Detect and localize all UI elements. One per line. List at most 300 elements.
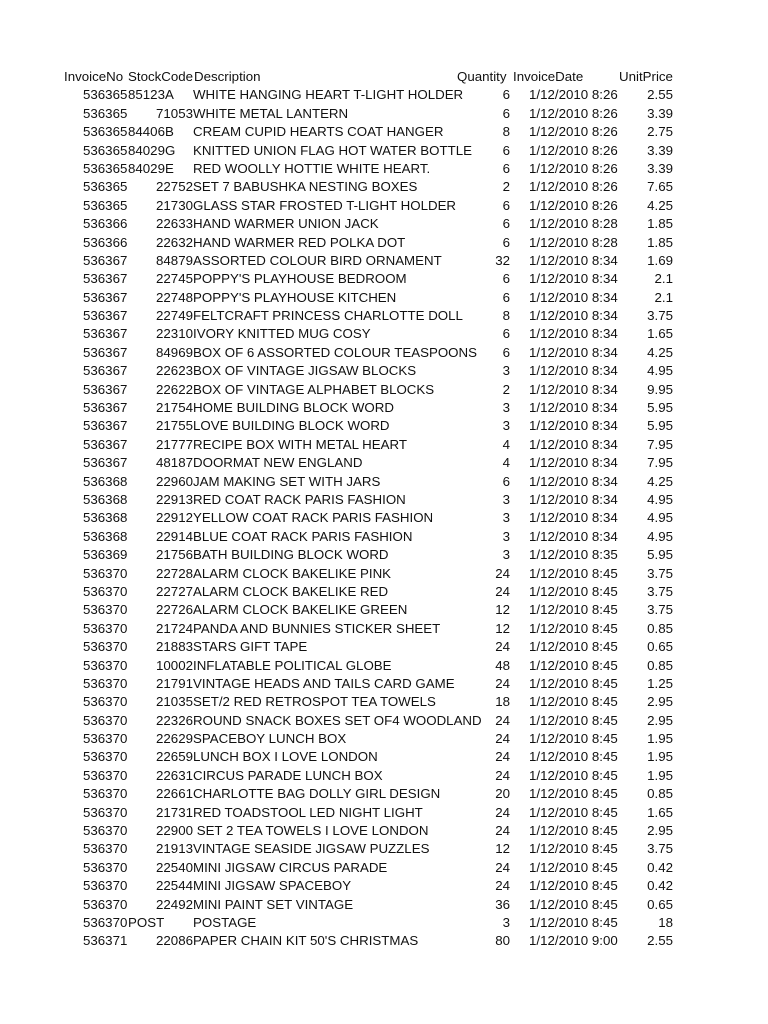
cell-description: BOX OF 6 ASSORTED COLOUR TEASPOONS — [193, 344, 477, 360]
cell-description: MINI JIGSAW SPACEBOY — [193, 878, 352, 894]
cell-stock-code: 22659 — [156, 749, 193, 765]
cell-invoice-date: 1/12/2010 8:45 — [529, 712, 618, 728]
cell-quantity: 6 — [502, 105, 510, 121]
cell-stock-code: 22632 — [156, 234, 193, 250]
cell-stock-code: 84969 — [156, 344, 193, 360]
cell-invoice-date: 1/12/2010 8:34 — [529, 400, 618, 416]
table-row — [0, 178, 768, 196]
cell-description: BLUE COAT RACK PARIS FASHION — [193, 528, 413, 544]
cell-invoice-date: 1/12/2010 8:26 — [529, 87, 618, 103]
cell-stock-code: 22728 — [156, 565, 193, 581]
cell-invoice-no: 536367 — [83, 400, 128, 416]
cell-stock-code: 84029G — [128, 142, 176, 158]
cell-invoice-date: 1/12/2010 8:45 — [529, 583, 618, 599]
table-row — [0, 105, 768, 123]
cell-description: RED TOADSTOOL LED NIGHT LIGHT — [193, 804, 423, 820]
cell-invoice-no: 536370 — [83, 859, 128, 875]
table-row — [0, 491, 768, 509]
cell-description: WHITE METAL LANTERN — [193, 105, 349, 121]
cell-invoice-date: 1/12/2010 8:34 — [529, 308, 618, 324]
cell-invoice-date: 1/12/2010 8:26 — [529, 105, 618, 121]
table-row — [0, 399, 768, 417]
cell-description: SET 2 TEA TOWELS I LOVE LONDON — [193, 823, 429, 839]
cell-invoice-no: 536366 — [83, 234, 128, 250]
cell-quantity: 6 — [502, 197, 510, 213]
cell-description: WHITE HANGING HEART T-LIGHT HOLDER — [193, 87, 464, 103]
cell-description: HOME BUILDING BLOCK WORD — [193, 400, 394, 416]
cell-invoice-date: 1/12/2010 8:34 — [529, 510, 618, 526]
cell-unit-price: 1.85 — [647, 216, 673, 232]
cell-invoice-date: 1/12/2010 8:45 — [529, 657, 618, 673]
cell-unit-price: 1.95 — [647, 749, 673, 765]
cell-unit-price: 2.1 — [654, 271, 673, 287]
cell-stock-code: 22326 — [156, 712, 193, 728]
table-row — [0, 859, 768, 877]
cell-unit-price: 0.65 — [647, 896, 673, 912]
cell-invoice-no: 536370 — [83, 620, 128, 636]
cell-unit-price: 7.95 — [647, 436, 673, 452]
cell-invoice-date: 1/12/2010 8:45 — [529, 841, 618, 857]
cell-quantity: 18 — [495, 694, 510, 710]
cell-quantity: 6 — [502, 142, 510, 158]
cell-quantity: 12 — [495, 602, 510, 618]
cell-stock-code: 22631 — [156, 767, 193, 783]
cell-description: KNITTED UNION FLAG HOT WATER BOTTLE — [193, 142, 473, 158]
cell-stock-code: 22492 — [156, 896, 193, 912]
cell-quantity: 6 — [502, 289, 510, 305]
table-row — [0, 473, 768, 491]
cell-invoice-no: 536367 — [83, 381, 128, 397]
cell-description: YELLOW COAT RACK PARIS FASHION — [193, 510, 434, 526]
table-row — [0, 252, 768, 270]
cell-description: HAND WARMER UNION JACK — [193, 216, 379, 232]
cell-stock-code: 22623 — [156, 363, 193, 379]
cell-description: BOX OF VINTAGE JIGSAW BLOCKS — [193, 363, 417, 379]
cell-description: PANDA AND BUNNIES STICKER SHEET — [193, 620, 441, 636]
cell-stock-code: 22913 — [156, 491, 193, 507]
cell-invoice-date: 1/12/2010 8:26 — [529, 160, 618, 176]
cell-stock-code: 21883 — [156, 639, 193, 655]
cell-quantity: 3 — [502, 510, 510, 526]
cell-stock-code: 21913 — [156, 841, 193, 857]
cell-quantity: 12 — [495, 620, 510, 636]
cell-description: HAND WARMER RED POLKA DOT — [193, 234, 406, 250]
cell-stock-code: 21777 — [156, 436, 193, 452]
cell-invoice-date: 1/12/2010 8:34 — [529, 344, 618, 360]
cell-invoice-date: 1/12/2010 8:45 — [529, 823, 618, 839]
cell-quantity: 80 — [495, 933, 510, 949]
cell-invoice-no: 536367 — [83, 344, 128, 360]
cell-unit-price: 3.75 — [647, 602, 673, 618]
cell-invoice-date: 1/12/2010 8:34 — [529, 491, 618, 507]
cell-invoice-date: 1/12/2010 8:45 — [529, 749, 618, 765]
cell-quantity: 36 — [495, 896, 510, 912]
cell-invoice-no: 536370 — [83, 731, 128, 747]
table-row — [0, 601, 768, 619]
table-row — [0, 767, 768, 785]
cell-unit-price: 1.65 — [647, 326, 673, 342]
cell-stock-code: 22544 — [156, 878, 193, 894]
cell-quantity: 6 — [502, 160, 510, 176]
cell-unit-price: 4.25 — [647, 473, 673, 489]
cell-quantity: 6 — [502, 87, 510, 103]
cell-description: MINI JIGSAW CIRCUS PARADE — [193, 859, 388, 875]
cell-invoice-no: 536371 — [83, 933, 128, 949]
cell-quantity: 20 — [495, 786, 510, 802]
cell-invoice-date: 1/12/2010 8:34 — [529, 252, 618, 268]
cell-invoice-no: 536367 — [83, 289, 128, 305]
cell-invoice-no: 536370 — [83, 767, 128, 783]
cell-invoice-date: 1/12/2010 8:45 — [529, 731, 618, 747]
table-row — [0, 417, 768, 435]
cell-invoice-no: 536370 — [83, 804, 128, 820]
cell-invoice-no: 536367 — [83, 436, 128, 452]
cell-invoice-date: 1/12/2010 8:45 — [529, 675, 618, 691]
cell-invoice-no: 536368 — [83, 528, 128, 544]
cell-stock-code: 22752 — [156, 179, 193, 195]
table-row — [0, 509, 768, 527]
cell-invoice-no: 536370 — [83, 823, 128, 839]
cell-description: IVORY KNITTED MUG COSY — [193, 326, 371, 342]
table-row — [0, 86, 768, 104]
cell-quantity: 3 — [502, 491, 510, 507]
cell-description: BATH BUILDING BLOCK WORD — [193, 547, 389, 563]
cell-description: DOORMAT NEW ENGLAND — [193, 455, 363, 471]
cell-invoice-no: 536370 — [83, 878, 128, 894]
cell-unit-price: 2.1 — [654, 289, 673, 305]
cell-description: INFLATABLE POLITICAL GLOBE — [193, 657, 392, 673]
cell-invoice-date: 1/12/2010 8:34 — [529, 289, 618, 305]
cell-stock-code: 22914 — [156, 528, 193, 544]
cell-unit-price: 0.42 — [647, 859, 673, 875]
cell-unit-price: 1.25 — [647, 675, 673, 691]
cell-quantity: 24 — [495, 804, 510, 820]
cell-unit-price: 0.85 — [647, 620, 673, 636]
cell-invoice-date: 1/12/2010 8:45 — [529, 786, 618, 802]
cell-stock-code: 22727 — [156, 583, 193, 599]
cell-invoice-date: 1/12/2010 8:45 — [529, 804, 618, 820]
cell-invoice-no: 536367 — [83, 252, 128, 268]
cell-stock-code: 21754 — [156, 400, 193, 416]
cell-quantity: 8 — [502, 308, 510, 324]
cell-stock-code: 21791 — [156, 675, 193, 691]
cell-invoice-no: 536370 — [83, 786, 128, 802]
cell-stock-code: 84406B — [128, 124, 174, 140]
cell-invoice-date: 1/12/2010 8:45 — [529, 878, 618, 894]
cell-description: STARS GIFT TAPE — [193, 639, 308, 655]
cell-stock-code: 22086 — [156, 933, 193, 949]
cell-unit-price: 3.39 — [647, 160, 673, 176]
cell-unit-price: 9.95 — [647, 381, 673, 397]
cell-description: ALARM CLOCK BAKELIKE RED — [193, 583, 389, 599]
cell-stock-code: 22633 — [156, 216, 193, 232]
cell-stock-code: 10002 — [156, 657, 193, 673]
cell-invoice-no: 536368 — [83, 510, 128, 526]
table-row — [0, 381, 768, 399]
cell-invoice-date: 1/12/2010 8:45 — [529, 767, 618, 783]
cell-quantity: 24 — [495, 878, 510, 894]
cell-stock-code: 22661 — [156, 786, 193, 802]
cell-invoice-date: 1/12/2010 8:45 — [529, 896, 618, 912]
cell-quantity: 3 — [502, 528, 510, 544]
cell-description: LUNCH BOX I LOVE LONDON — [193, 749, 378, 765]
cell-description: BOX OF VINTAGE ALPHABET BLOCKS — [193, 381, 435, 397]
cell-unit-price: 0.85 — [647, 657, 673, 673]
cell-stock-code: 21035 — [156, 694, 193, 710]
cell-unit-price: 1.95 — [647, 731, 673, 747]
cell-invoice-date: 1/12/2010 8:45 — [529, 914, 618, 930]
cell-invoice-no: 536370 — [83, 639, 128, 655]
cell-unit-price: 3.39 — [647, 105, 673, 121]
cell-unit-price: 4.25 — [647, 197, 673, 213]
cell-invoice-date: 1/12/2010 8:34 — [529, 271, 618, 287]
cell-description: LOVE BUILDING BLOCK WORD — [193, 418, 390, 434]
cell-stock-code: 22622 — [156, 381, 193, 397]
table-row — [0, 362, 768, 380]
table-row — [0, 215, 768, 233]
cell-stock-code: 22629 — [156, 731, 193, 747]
cell-unit-price: 0.42 — [647, 878, 673, 894]
cell-quantity: 4 — [502, 436, 510, 452]
cell-invoice-no: 536367 — [83, 455, 128, 471]
cell-stock-code: 22912 — [156, 510, 193, 526]
cell-invoice-no: 536368 — [83, 491, 128, 507]
table-row — [0, 436, 768, 454]
cell-invoice-date: 1/12/2010 8:26 — [529, 197, 618, 213]
header-unit-price: UnitPrice — [619, 69, 673, 84]
cell-invoice-no: 536365 — [83, 105, 128, 121]
cell-description: JAM MAKING SET WITH JARS — [193, 473, 381, 489]
cell-description: MINI PAINT SET VINTAGE — [193, 896, 354, 912]
header-stock-code: StockCode — [128, 69, 194, 84]
cell-unit-price: 0.85 — [647, 786, 673, 802]
cell-description: GLASS STAR FROSTED T-LIGHT HOLDER — [193, 197, 457, 213]
table-row — [0, 932, 768, 950]
cell-description: POSTAGE — [193, 914, 257, 930]
cell-description: SET/2 RED RETROSPOT TEA TOWELS — [193, 694, 436, 710]
table-row — [0, 289, 768, 307]
table-row — [0, 804, 768, 822]
cell-stock-code: 84879 — [156, 252, 193, 268]
cell-description: ASSORTED COLOUR BIRD ORNAMENT — [193, 252, 442, 268]
cell-stock-code: 22748 — [156, 289, 193, 305]
cell-description: SPACEBOY LUNCH BOX — [193, 731, 347, 747]
cell-invoice-date: 1/12/2010 8:45 — [529, 859, 618, 875]
cell-invoice-no: 536370 — [83, 657, 128, 673]
cell-stock-code: 21730 — [156, 197, 193, 213]
cell-invoice-no: 536368 — [83, 473, 128, 489]
table-row — [0, 123, 768, 141]
cell-invoice-no: 536365 — [83, 124, 128, 140]
cell-quantity: 24 — [495, 767, 510, 783]
cell-stock-code: 22310 — [156, 326, 193, 342]
cell-stock-code: 21756 — [156, 547, 193, 563]
table-row — [0, 325, 768, 343]
cell-unit-price: 2.55 — [647, 933, 673, 949]
cell-unit-price: 2.75 — [647, 124, 673, 140]
cell-quantity: 24 — [495, 712, 510, 728]
cell-unit-price: 3.75 — [647, 308, 673, 324]
table-row — [0, 160, 768, 178]
cell-quantity: 3 — [502, 418, 510, 434]
cell-quantity: 6 — [502, 473, 510, 489]
cell-quantity: 6 — [502, 271, 510, 287]
table-row — [0, 748, 768, 766]
cell-quantity: 2 — [502, 381, 510, 397]
cell-quantity: 3 — [502, 363, 510, 379]
cell-invoice-no: 536370 — [83, 896, 128, 912]
table-row — [0, 712, 768, 730]
cell-description: ROUND SNACK BOXES SET OF4 WOODLAND — [193, 712, 482, 728]
table-row — [0, 234, 768, 252]
cell-unit-price: 18 — [658, 914, 673, 930]
cell-invoice-no: 536370 — [83, 583, 128, 599]
cell-unit-price: 2.55 — [647, 87, 673, 103]
table-row — [0, 307, 768, 325]
table-row — [0, 840, 768, 858]
cell-quantity: 3 — [502, 547, 510, 563]
cell-unit-price: 3.75 — [647, 565, 673, 581]
cell-invoice-date: 1/12/2010 8:34 — [529, 381, 618, 397]
cell-quantity: 2 — [502, 179, 510, 195]
cell-stock-code: 71053 — [156, 105, 193, 121]
cell-invoice-date: 1/12/2010 8:26 — [529, 142, 618, 158]
table-row — [0, 693, 768, 711]
cell-invoice-no: 536367 — [83, 308, 128, 324]
cell-invoice-no: 536370 — [83, 694, 128, 710]
cell-invoice-date: 1/12/2010 8:34 — [529, 473, 618, 489]
cell-invoice-no: 536365 — [83, 179, 128, 195]
cell-quantity: 6 — [502, 344, 510, 360]
cell-description: FELTCRAFT PRINCESS CHARLOTTE DOLL — [193, 308, 463, 324]
table-row — [0, 344, 768, 362]
cell-invoice-no: 536370 — [83, 565, 128, 581]
cell-invoice-date: 1/12/2010 8:26 — [529, 124, 618, 140]
cell-description: POPPY'S PLAYHOUSE BEDROOM — [193, 271, 407, 287]
cell-unit-price: 1.85 — [647, 234, 673, 250]
cell-unit-price: 1.69 — [647, 252, 673, 268]
cell-stock-code: 85123A — [128, 87, 174, 103]
cell-invoice-no: 536370 — [83, 914, 128, 930]
table-row — [0, 583, 768, 601]
cell-invoice-no: 536365 — [83, 142, 128, 158]
cell-unit-price: 1.95 — [647, 767, 673, 783]
cell-invoice-no: 536370 — [83, 675, 128, 691]
cell-invoice-no: 536369 — [83, 547, 128, 563]
table-row — [0, 638, 768, 656]
table-row — [0, 620, 768, 638]
cell-unit-price: 4.95 — [647, 528, 673, 544]
cell-invoice-no: 536365 — [83, 197, 128, 213]
cell-quantity: 8 — [502, 124, 510, 140]
table-row — [0, 896, 768, 914]
cell-description: PAPER CHAIN KIT 50'S CHRISTMAS — [193, 933, 419, 949]
cell-description: ALARM CLOCK BAKELIKE GREEN — [193, 602, 408, 618]
cell-invoice-date: 1/12/2010 8:34 — [529, 455, 618, 471]
cell-unit-price: 2.95 — [647, 823, 673, 839]
cell-unit-price: 4.95 — [647, 363, 673, 379]
table-row — [0, 197, 768, 215]
table-header — [0, 68, 768, 86]
cell-invoice-date: 1/12/2010 8:45 — [529, 639, 618, 655]
cell-unit-price: 2.95 — [647, 694, 673, 710]
cell-invoice-date: 1/12/2010 8:35 — [529, 547, 618, 563]
cell-invoice-date: 1/12/2010 8:34 — [529, 418, 618, 434]
cell-quantity: 6 — [502, 216, 510, 232]
cell-unit-price: 5.95 — [647, 400, 673, 416]
cell-description: CIRCUS PARADE LUNCH BOX — [193, 767, 383, 783]
invoice-table — [0, 68, 768, 951]
cell-invoice-date: 1/12/2010 8:34 — [529, 363, 618, 379]
cell-quantity: 12 — [495, 841, 510, 857]
cell-description: CHARLOTTE BAG DOLLY GIRL DESIGN — [193, 786, 441, 802]
cell-invoice-no: 536367 — [83, 363, 128, 379]
cell-description: CREAM CUPID HEARTS COAT HANGER — [193, 124, 444, 140]
cell-invoice-date: 1/12/2010 8:28 — [529, 234, 618, 250]
cell-description: VINTAGE HEADS AND TAILS CARD GAME — [193, 675, 455, 691]
cell-stock-code: 22749 — [156, 308, 193, 324]
cell-quantity: 32 — [495, 252, 510, 268]
cell-quantity: 6 — [502, 326, 510, 342]
table-body — [0, 86, 768, 950]
table-row — [0, 565, 768, 583]
cell-invoice-date: 1/12/2010 9:00 — [529, 933, 618, 949]
table-row — [0, 270, 768, 288]
cell-unit-price: 3.75 — [647, 841, 673, 857]
cell-unit-price: 3.75 — [647, 583, 673, 599]
cell-stock-code: 22726 — [156, 602, 193, 618]
cell-unit-price: 4.25 — [647, 344, 673, 360]
cell-unit-price: 3.39 — [647, 142, 673, 158]
cell-invoice-no: 536366 — [83, 216, 128, 232]
cell-stock-code: 22745 — [156, 271, 193, 287]
cell-invoice-date: 1/12/2010 8:45 — [529, 602, 618, 618]
table-row — [0, 914, 768, 932]
cell-unit-price: 0.65 — [647, 639, 673, 655]
header-quantity: Quantity — [457, 69, 507, 84]
cell-invoice-date: 1/12/2010 8:28 — [529, 216, 618, 232]
cell-invoice-no: 536370 — [83, 712, 128, 728]
header-invoice-date: InvoiceDate — [513, 69, 584, 84]
cell-invoice-date: 1/12/2010 8:45 — [529, 620, 618, 636]
cell-description: RECIPE BOX WITH METAL HEART — [193, 436, 408, 452]
cell-stock-code: 21724 — [156, 620, 193, 636]
cell-quantity: 3 — [502, 914, 510, 930]
table-row — [0, 657, 768, 675]
cell-quantity: 3 — [502, 400, 510, 416]
cell-description: RED COAT RACK PARIS FASHION — [193, 491, 406, 507]
cell-description: SET 7 BABUSHKA NESTING BOXES — [193, 179, 418, 195]
cell-invoice-no: 536367 — [83, 271, 128, 287]
cell-unit-price: 1.65 — [647, 804, 673, 820]
cell-description: ALARM CLOCK BAKELIKE PINK — [193, 565, 392, 581]
cell-unit-price: 2.95 — [647, 712, 673, 728]
cell-quantity: 4 — [502, 455, 510, 471]
cell-invoice-no: 536367 — [83, 418, 128, 434]
cell-invoice-no: 536367 — [83, 326, 128, 342]
cell-stock-code: 21755 — [156, 418, 193, 434]
cell-invoice-no: 536370 — [83, 602, 128, 618]
header-description: Description — [194, 69, 261, 84]
cell-stock-code: 22900 — [156, 823, 193, 839]
cell-stock-code: 48187 — [156, 455, 193, 471]
cell-stock-code: 22960 — [156, 473, 193, 489]
cell-invoice-date: 1/12/2010 8:45 — [529, 565, 618, 581]
cell-quantity: 24 — [495, 583, 510, 599]
table-row — [0, 454, 768, 472]
cell-unit-price: 4.95 — [647, 510, 673, 526]
cell-stock-code: 84029E — [128, 160, 174, 176]
